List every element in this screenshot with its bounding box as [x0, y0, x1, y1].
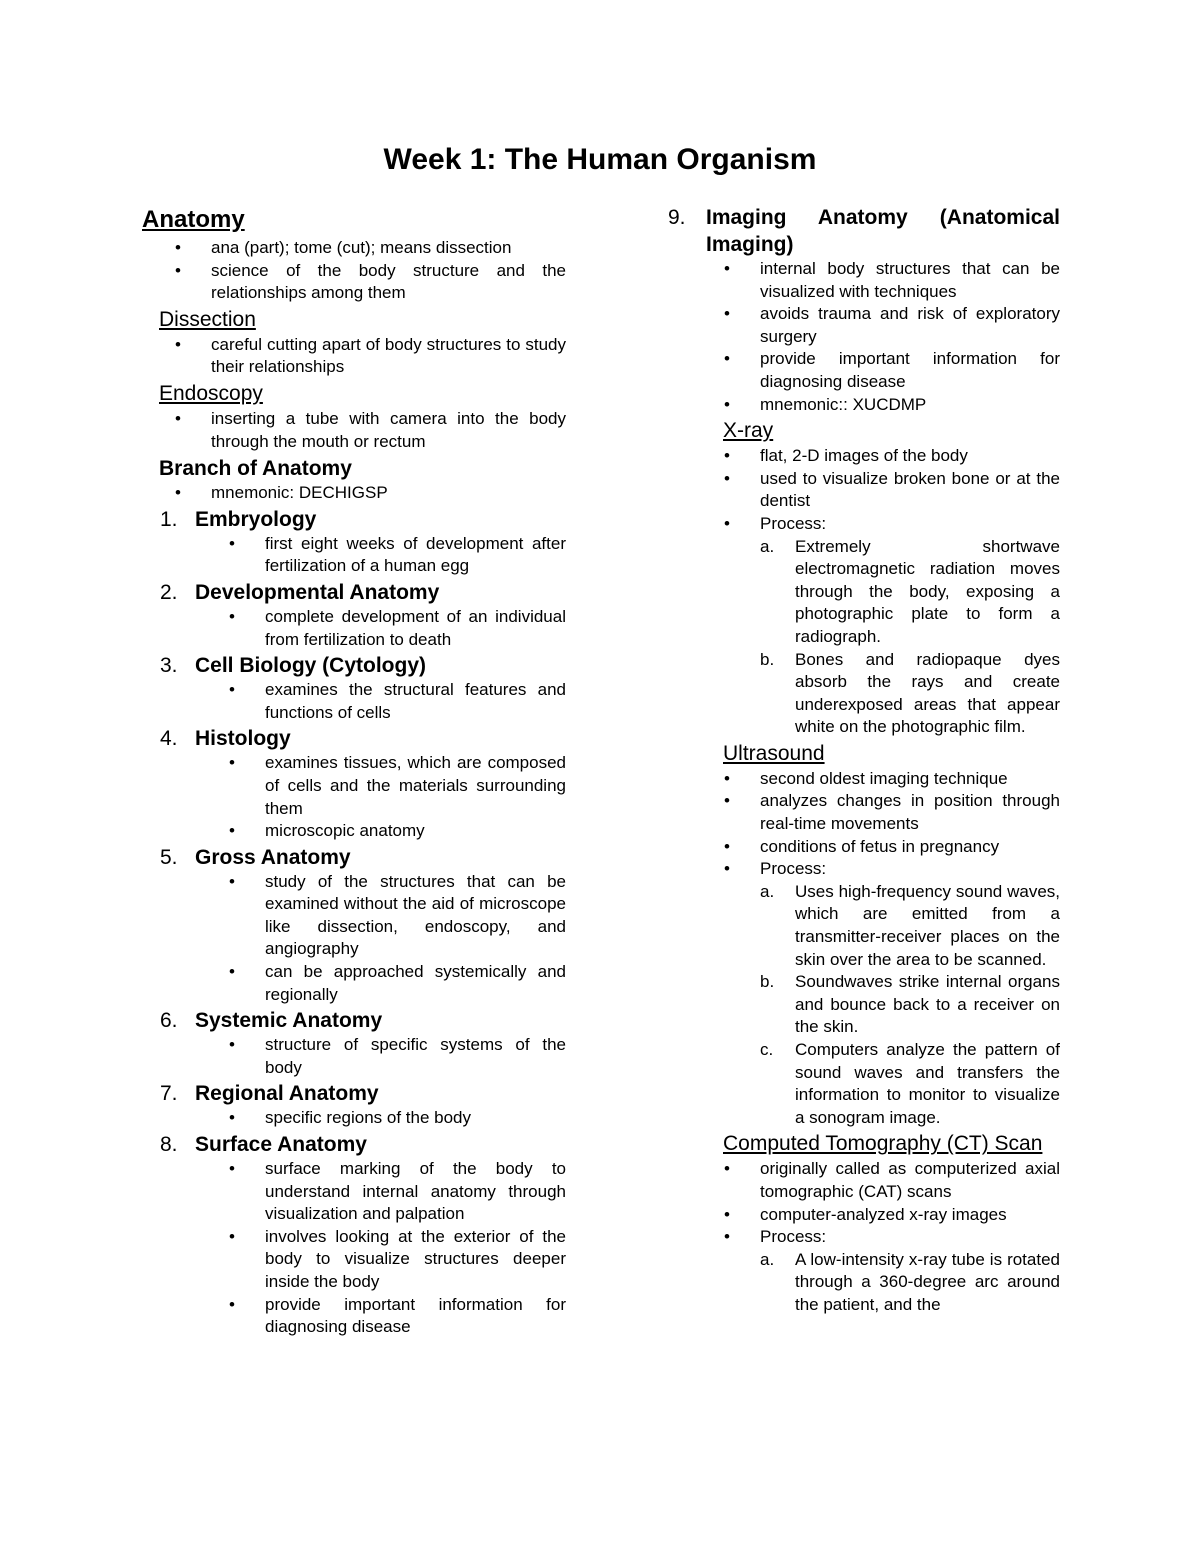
- step-text: Uses high-frequency sound waves, which are emitted from a transmitter-receiver places on the skin over the area to be scanned.: [795, 881, 1060, 969]
- item-number: 9.: [668, 206, 686, 229]
- item-title: Imaging Anatomy (Anatomical Imaging): [706, 206, 1060, 256]
- branch-item-developmental-anatomy: [142, 579, 566, 606]
- dissection-list: [211, 334, 566, 379]
- embryology-list: [265, 533, 566, 578]
- process-step: [760, 971, 1060, 1039]
- ultrasound-process-steps: [760, 881, 1060, 1130]
- list-item: • analyzes changes in position through real-time movements: [760, 790, 1060, 835]
- list-item: • Process:: [760, 1226, 1060, 1249]
- list-item: • provide important information for diagnosing disease: [760, 348, 1060, 393]
- list-item: • careful cutting apart of body structures to study their relationships: [211, 334, 566, 379]
- list-item: • first eight weeks of development after fertilization of a human egg: [265, 533, 566, 578]
- xray-list: [760, 445, 1060, 535]
- step-marker: a.: [760, 881, 775, 901]
- developmental-anatomy-list: [265, 606, 566, 651]
- list-item: • internal body structures that can be visualized with techniques: [760, 258, 1060, 303]
- branch-item-systemic-anatomy: [142, 1007, 566, 1034]
- cell-biology-list: [265, 679, 566, 724]
- process-step: [760, 649, 1060, 739]
- process-step: [760, 1039, 1060, 1129]
- list-item: • mnemonic:: XUCDMP: [760, 394, 1060, 417]
- item-title: Embryology: [195, 507, 317, 531]
- surface-anatomy-list: [265, 1158, 566, 1339]
- regional-anatomy-list: [265, 1107, 566, 1130]
- gross-anatomy-list: [265, 871, 566, 1007]
- heading-dissection: Dissection: [159, 307, 256, 331]
- branch-item-gross-anatomy: [142, 844, 566, 871]
- ct-scan-list: [760, 1158, 1060, 1248]
- branch-item-surface-anatomy: [142, 1131, 566, 1158]
- ultrasound-list: [760, 768, 1060, 881]
- list-item: • structure of specific systems of the body: [265, 1034, 566, 1079]
- item-title: Surface Anatomy: [195, 1133, 367, 1157]
- item-title: Cell Biology (Cytology): [195, 654, 426, 678]
- item-number: 2.: [160, 580, 178, 604]
- list-item: • surface marking of the body to understand internal anatomy through visualization and palpation: [265, 1158, 566, 1226]
- process-step: [760, 881, 1060, 971]
- list-item: • science of the body structure and the relationships among them: [211, 260, 566, 305]
- step-marker: c.: [760, 1040, 774, 1059]
- list-item: • specific regions of the body: [265, 1107, 566, 1130]
- page-title: Week 1: The Human Organism: [383, 143, 817, 176]
- heading-xray: X-ray: [723, 419, 774, 443]
- heading-ultrasound: Ultrasound: [723, 741, 825, 765]
- item-title: Developmental Anatomy: [195, 580, 440, 604]
- item-title: Gross Anatomy: [195, 845, 351, 869]
- list-item: • flat, 2-D images of the body: [760, 445, 1060, 468]
- process-step: [760, 1249, 1060, 1317]
- item-number: 3.: [160, 654, 178, 678]
- process-step: [760, 536, 1060, 649]
- heading-branch-of-anatomy: Branch of Anatomy: [159, 457, 352, 481]
- item-title: Systemic Anatomy: [195, 1009, 383, 1033]
- item-number: 1.: [160, 507, 178, 531]
- heading-ct-scan: Computed Tomography (CT) Scan: [723, 1132, 1043, 1156]
- list-item: • ana (part); tome (cut); means dissection: [211, 237, 566, 260]
- heading-endoscopy: Endoscopy: [159, 381, 263, 405]
- step-text: Extremely shortwave electromagnetic radiation moves through the body, exposing a photographic plate to form a radiograph.: [795, 536, 1060, 646]
- branch-item-imaging-anatomy: [668, 204, 1060, 258]
- step-marker: a.: [760, 536, 775, 556]
- branch-item-regional-anatomy: [142, 1080, 566, 1107]
- list-item: • can be approached systemically and regionally: [265, 961, 566, 1006]
- item-number: 6.: [160, 1009, 178, 1033]
- anatomy-list: [211, 237, 566, 305]
- list-item: • examines the structural features and functions of cells: [265, 679, 566, 724]
- step-text: Soundwaves strike internal organs and bounce back to a receiver on the skin.: [795, 972, 1060, 1037]
- list-item: • computer-analyzed x-ray images: [760, 1204, 1060, 1227]
- list-item: • study of the structures that can be examined without the aid of microscope like dissection, endoscopy, and angiography: [265, 871, 566, 961]
- list-item: • examines tissues, which are composed of cells and the materials surrounding them: [265, 752, 566, 820]
- list-item: • inserting a tube with camera into the body through the mouth or rectum: [211, 408, 566, 453]
- item-number: 8.: [160, 1133, 178, 1157]
- step-text: Computers analyze the pattern of sound waves and transfers the information to monitor to visualize a sonogram image.: [795, 1040, 1060, 1127]
- branch-list: [211, 482, 566, 505]
- list-item: • conditions of fetus in pregnancy: [760, 836, 1060, 859]
- endoscopy-list: [211, 408, 566, 453]
- xray-process-steps: [760, 536, 1060, 739]
- left-column: [142, 203, 566, 1339]
- step-text: Bones and radiopaque dyes absorb the rays and create underexposed areas that appear white on the photographic film.: [795, 649, 1060, 737]
- histology-list: [265, 752, 566, 842]
- list-item: • Process:: [760, 858, 1060, 881]
- heading-anatomy: Anatomy: [142, 206, 245, 233]
- list-item: • originally called as computerized axial tomographic (CAT) scans: [760, 1158, 1060, 1203]
- step-text: A low-intensity x-ray tube is rotated through a 360-degree arc around the patient, and the: [795, 1249, 1060, 1314]
- right-column: [668, 203, 1060, 1317]
- list-item: • microscopic anatomy: [265, 820, 566, 843]
- systemic-anatomy-list: [265, 1034, 566, 1079]
- step-marker: b.: [760, 972, 775, 992]
- list-item: • used to visualize broken bone or at the dentist: [760, 468, 1060, 513]
- step-marker: a.: [760, 1249, 775, 1269]
- branch-item-embryology: [142, 506, 566, 533]
- ct-process-steps: [760, 1249, 1060, 1317]
- branch-item-histology: [142, 725, 566, 752]
- branch-item-cell-biology: [142, 652, 566, 679]
- item-title: Histology: [195, 727, 291, 751]
- list-item: • complete development of an individual from fertilization to death: [265, 606, 566, 651]
- item-number: 7.: [160, 1082, 178, 1106]
- list-item: • second oldest imaging technique: [760, 768, 1060, 791]
- item-number: 4.: [160, 727, 178, 751]
- step-marker: b.: [760, 649, 775, 669]
- imaging-anatomy-list: [760, 258, 1060, 416]
- list-item: • avoids trauma and risk of exploratory surgery: [760, 303, 1060, 348]
- item-number: 5.: [160, 845, 178, 869]
- list-item: • provide important information for diagnosing disease: [265, 1294, 566, 1339]
- list-item: • Process:: [760, 513, 1060, 536]
- list-item: • involves looking at the exterior of the body to visualize structures deeper inside the body: [265, 1226, 566, 1294]
- list-item: • mnemonic: DECHIGSP: [211, 482, 566, 505]
- item-title: Regional Anatomy: [195, 1082, 379, 1106]
